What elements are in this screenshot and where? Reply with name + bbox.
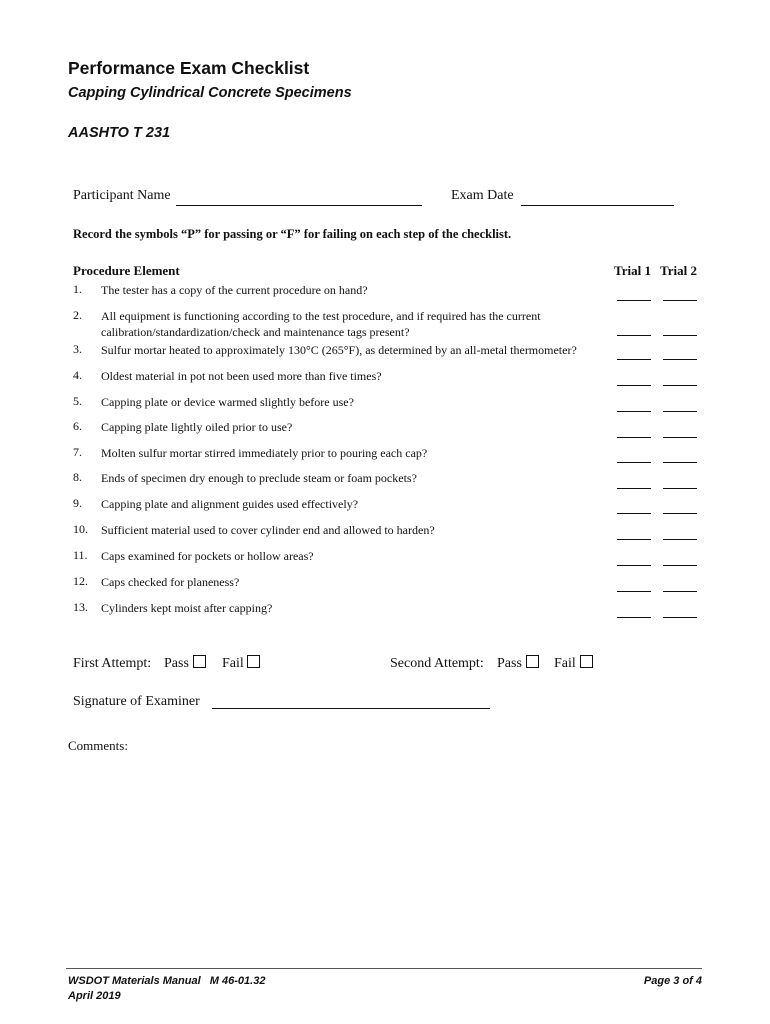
step-number: 10. [73,522,88,536]
step-number: 9. [73,496,82,510]
step-number: 5. [73,394,82,408]
trial1-field[interactable] [617,437,651,438]
trial2-field[interactable] [663,300,697,301]
step-number: 3. [73,342,82,356]
step-number: 8. [73,470,82,484]
first-pass-label: Pass [164,656,189,671]
trial1-field[interactable] [617,539,651,540]
exam-date-field[interactable] [521,205,674,206]
trial1-field[interactable] [617,300,651,301]
trial1-field[interactable] [617,385,651,386]
step-text: Molten sulfur mortar stirred immediately prior to pouring each cap? [101,446,428,460]
step-text: Capping plate and alignment guides used effectively? [101,497,359,511]
step-text: Sulfur mortar heated to approximately 130°C (265°F), as determined by an all-metal thermometer? [101,343,577,357]
trial2-field[interactable] [663,488,697,489]
trial2-heading: Trial 2 [660,263,697,278]
procedure-heading: Procedure Element [73,263,180,278]
participant-name-field[interactable] [176,205,422,206]
first-attempt-label: First Attempt: [73,656,152,671]
standard-code: AASHTO T 231 [68,125,171,141]
step-text: Caps examined for pockets or hollow areas? [101,549,314,563]
page-subtitle: Capping Cylindrical Concrete Specimens [68,85,352,101]
trial1-field[interactable] [617,565,651,566]
first-fail-label: Fail [222,656,244,671]
second-attempt-label: Second Attempt: [390,656,484,671]
page-title: Performance Exam Checklist [68,58,310,78]
trial2-field[interactable] [663,539,697,540]
instruction-text: Record the symbols “P” for passing or “F” for failing on each step of the checklist. [73,227,512,241]
step-text: Sufficient material used to cover cylinder end and allowed to harden? [101,523,435,537]
step-text: Cylinders kept moist after capping? [101,601,273,615]
step-number: 7. [73,445,82,459]
trial1-field[interactable] [617,411,651,412]
trial1-field[interactable] [617,462,651,463]
trial1-field[interactable] [617,617,651,618]
step-number: 1. [73,282,82,296]
trial2-field[interactable] [663,617,697,618]
trial2-field[interactable] [663,385,697,386]
trial1-field[interactable] [617,591,651,592]
exam-date-label: Exam Date [451,188,514,203]
second-fail-label: Fail [554,656,576,671]
trial2-field[interactable] [663,462,697,463]
first-fail-checkbox[interactable] [247,655,260,668]
signature-field[interactable] [212,708,490,709]
step-number: 6. [73,419,82,433]
trial2-field[interactable] [663,591,697,592]
second-fail-checkbox[interactable] [580,655,593,668]
step-number: 2. [73,308,82,322]
trial2-field[interactable] [663,335,697,336]
step-text: Capping plate lightly oiled prior to use? [101,420,293,434]
trial1-field[interactable] [617,335,651,336]
trial1-field[interactable] [617,513,651,514]
trial2-field[interactable] [663,565,697,566]
step-number: 4. [73,368,82,382]
step-text: Caps checked for planeness? [101,575,240,589]
first-pass-checkbox[interactable] [193,655,206,668]
step-text: Capping plate or device warmed slightly before use? [101,395,354,409]
signature-label: Signature of Examiner [73,694,200,709]
trial2-field[interactable] [663,437,697,438]
trial1-field[interactable] [617,488,651,489]
footer-manual: WSDOT Materials Manual M 46-01.32 [68,975,266,987]
step-number: 12. [73,574,88,588]
footer-date: April 2019 [68,990,121,1002]
step-text: The tester has a copy of the current procedure on hand? [101,283,368,297]
step-number: 11. [73,548,88,562]
step-number: 13. [73,600,88,614]
footer-divider [66,968,702,969]
trial1-heading: Trial 1 [614,263,651,278]
comments-label: Comments: [68,738,128,753]
second-pass-label: Pass [497,656,522,671]
step-text: Ends of specimen dry enough to preclude steam or foam pockets? [101,471,417,485]
step-text: Oldest material in pot not been used more than five times? [101,369,382,383]
comments-area[interactable] [68,758,702,948]
trial2-field[interactable] [663,513,697,514]
second-pass-checkbox[interactable] [526,655,539,668]
participant-name-label: Participant Name [73,188,171,203]
footer-page-number: Page 3 of 4 [643,975,702,987]
trial2-field[interactable] [663,359,697,360]
step-text: All equipment is functioning according to the test procedure, and if required has the current calibration/standardization/check and maintenance tags present? [101,309,541,339]
trial1-field[interactable] [617,359,651,360]
trial2-field[interactable] [663,411,697,412]
